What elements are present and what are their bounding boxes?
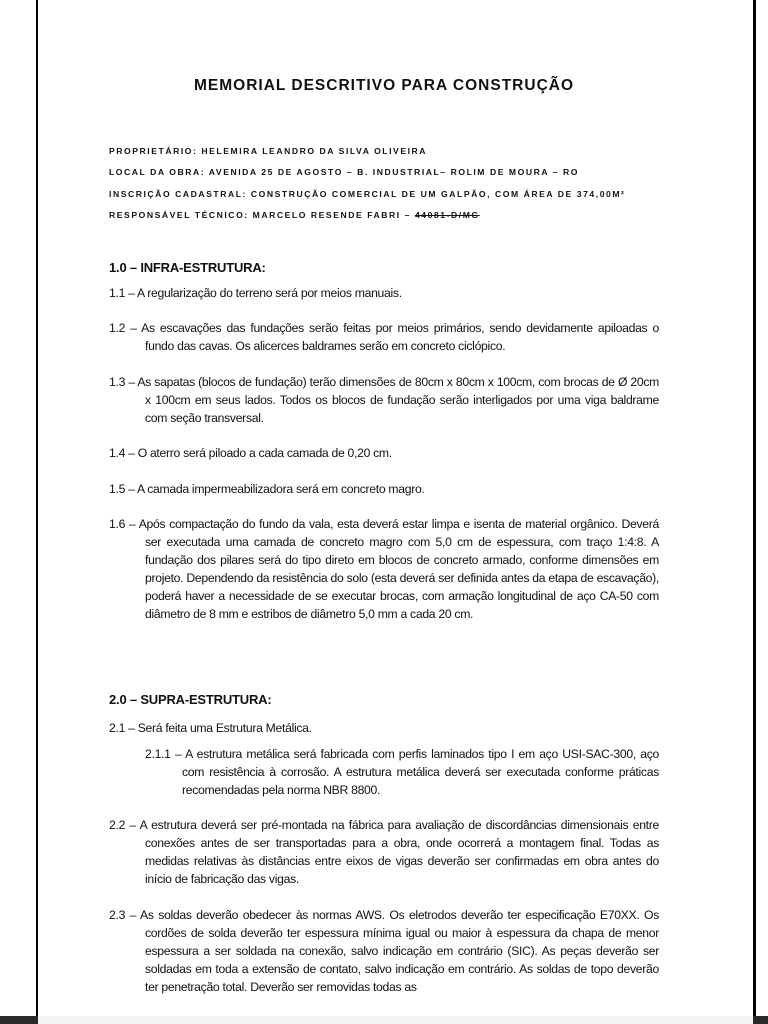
meta-inscricao: INSCRIÇÃO CADASTRAL: CONSTRUÇÃO COMERCIAL DE UM GALPÃO, COM ÁREA DE 374,00M² — [109, 189, 626, 199]
page-bottom-edge — [0, 1016, 768, 1024]
paragraph-1-5: 1.5 – A camada impermeabilizadora será em concreto magro. — [109, 482, 425, 496]
paragraph-2-2: 2.2 – A estrutura deverá ser pré-montada na fábrica para avaliação de discordâncias dimensionais entre conexões antes de ser transportadas para a obra, onde ocorrerá a montagem final. Todas as medidas relativas às distâncias entre eixos de vigas deverão ser confirmadas em obra antes do início de fabricação das vigas. — [109, 818, 659, 886]
paragraph-1-1: 1.1 – A regularização do terreno será por meios manuais. — [109, 286, 402, 300]
section-heading-supra: 2.0 – SUPRA-ESTRUTURA: — [109, 692, 272, 707]
meta-local-obra: LOCAL DA OBRA: AVENIDA 25 DE AGOSTO – B. INDUSTRIAL– ROLIM DE MOURA – RO — [109, 167, 580, 177]
paragraph-2-1-1: 2.1.1 – A estrutura metálica será fabricada com perfis laminados tipo I em aço USI-SAC-300, aço com resistência à corrosão. A estrutura metálica deverá ser executada conforme práticas recomendadas pela norma NBR 8800. — [145, 747, 659, 797]
paragraph-1-6: 1.6 – Após compactação do fundo da vala, esta deverá estar limpa e isenta de material orgânico. Deverá ser executada uma camada de concreto magro com 5,0 cm de espessura, com traço 1:4:8. A fundação dos pilares será do tipo direto em blocos de concreto armado, conforme dimensões em projeto. Dependendo da resistência do solo (esta deverá ser definida antes da etapa de escavação), poderá haver a necessidade de se executar brocas, com armação longitudinal de aço CA-50 com diâmetro de 8 mm e estribos de diâmetro 5,0 mm a cada 20 cm. — [109, 517, 659, 621]
meta-responsavel-name: RESPONSÁVEL TÉCNICO: MARCELO RESENDE FABRI – — [109, 210, 415, 220]
paragraph-1-4: 1.4 – O aterro será piloado a cada camada de 0,20 cm. — [109, 446, 392, 460]
meta-proprietario: PROPRIETÁRIO: HELEMIRA LEANDRO DA SILVA OLIVEIRA — [109, 146, 428, 156]
paragraph-2-3: 2.3 – As soldas deverão obedecer às normas AWS. Os eletrodos deverão ter especificação E70XX. Os cordões de solda deverão ter espessura mínima igual ou maior à espessura da chapa de menor espessura a ser soldada na conexão, salvo indicação em contrário (SIC). As peças deverão ser soldadas em toda a extensão de contato, salvo indicação em contrário. As soldas de topo deverão ter penetração total. Deverão ser removidas todas as — [109, 908, 659, 994]
meta-responsavel-crea: 44081-D/MG — [414, 210, 480, 220]
paragraph-1-2: 1.2 – As escavações das fundações serão feitas por meios primários, sendo devidamente apiloadas o fundo das cavas. Os alicerces baldrames serão em concreto ciclópico. — [109, 321, 659, 353]
section-heading-infra: 1.0 – INFRA-ESTRUTURA: — [109, 260, 266, 275]
meta-responsavel — [109, 210, 480, 220]
document-title: MEMORIAL DESCRITIVO PARA CONSTRUÇÃO — [193, 77, 575, 94]
paragraph-1-3: 1.3 – As sapatas (blocos de fundação) terão dimensões de 80cm x 80cm x 100cm, com brocas de Ø 20cm x 100cm em seus lados. Todos os blocos de fundação serão interligados por uma viga baldrame com seção transversal. — [109, 375, 659, 425]
page-border-left — [36, 0, 38, 1024]
page-border-right — [753, 0, 756, 1024]
paragraph-2-1: 2.1 – Será feita uma Estrutura Metálica. — [109, 721, 312, 735]
